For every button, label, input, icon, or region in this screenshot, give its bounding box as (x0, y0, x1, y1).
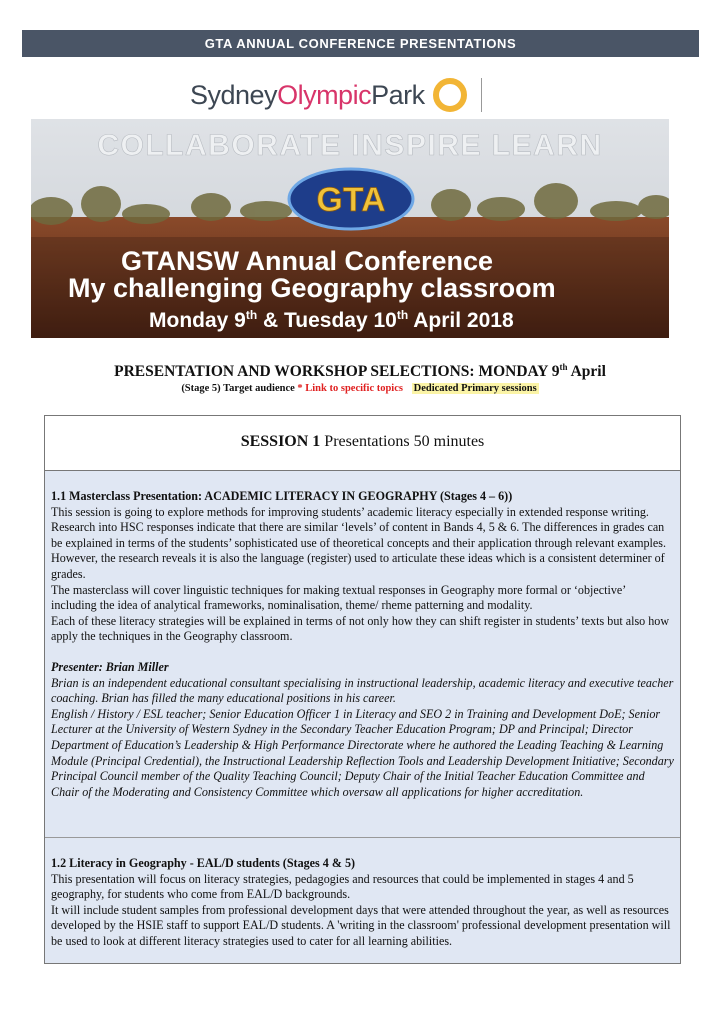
svg-text:GTA: GTA (316, 181, 386, 219)
conference-banner (31, 119, 669, 338)
legend-link: * Link to specific topics (297, 383, 403, 394)
banner-dates: Monday 9th & Tuesday 10th April 2018 (149, 308, 514, 332)
banner-tagline: COLLABORATE INSPIRE LEARN (97, 129, 603, 162)
session-item-1-1 (45, 471, 680, 838)
legend (0, 383, 720, 394)
item-paragraph: This session is going to explore methods for improving students’ academic literacy especially in extended response writing. (51, 504, 649, 519)
presenter-bio: Brian is an independent educational consultant specialising in instructional leadership, academic literacy and executive teacher coaching. Brian has filled the many educational positions in his career. (51, 675, 674, 706)
presenter-name: Presenter: Brian Miller (51, 659, 169, 674)
ring-icon (433, 78, 467, 112)
page-title: PRESENTATION AND WORKSHOP SELECTIONS: MONDAY 9th April (114, 362, 606, 381)
gta-badge (289, 169, 413, 229)
legend-target: (Stage 5) Target audience (181, 383, 295, 394)
session-table (44, 415, 681, 964)
item-paragraph: The masterclass will cover linguistic techniques for making textual responses in Geography more formal or ‘objective’ including the idea of analytical frameworks, nominalisation, theme/ rheme patterning and modality. (51, 582, 626, 613)
banner-line1: GTANSW Annual Conference (121, 246, 494, 276)
logo-text: SydneyOlympicPark (190, 80, 425, 110)
item-paragraph: It will include student samples from professional development days that were attended throughout the year, as well as resources developed by the HSIE staff to support EAL/D students. A 'writing in the classroom' professional development presentation will be used to look at different literacy strategies used to cater for all learning abilities. (51, 902, 671, 948)
presenter-bio: English / History / ESL teacher; Senior Education Officer 1 in Literacy and SEO 2 in Training and Development DoE; Senior Lecturer at the University of Western Sydney in the Secondary Teacher Education Program; DP and Principal; Director Department of Education’s Leadership & High Performance Directorate where he authored the Leading Teaching & Learning Module (Principal Credential), the Instructional Leadership Reflection Tools and Leadership Development Initiative; Secondary Principal Council member of the Quality Teaching Council; Deputy Chair of the Initial Teacher Education Committee and Chair of the Moderating and Consistency Committee which oversaw all applications for higher accreditation. (51, 706, 674, 799)
item-paragraph: Research into HSC responses indicate that there are similar ‘levels’ of content in Bands 4, 5 & 6. The differences in grades can be explained in terms of the students’ sophisticated use of theoretical concepts and their application through relevant examples. However, the research reveals it is also the language (register) used to articulate these ideas which is a consistent determiner of grades. (51, 520, 667, 581)
banner-line2: My challenging Geography classroom (68, 273, 556, 303)
item-paragraph: This presentation will focus on literacy strategies, pedagogies and resources that could be implemented in stages 4 and 5 geography, for students who come from EAL/D backgrounds. (51, 871, 634, 902)
logo-divider (481, 78, 482, 112)
item-title: 1.1 Masterclass Presentation: ACADEMIC LITERACY IN GEOGRAPHY (Stages 4 – 6)) (51, 489, 513, 503)
item-paragraph: Each of these literacy strategies will be explained in terms of not only how they can shift register in students’ texts but also how apply the techniques in the Geography classroom. (51, 613, 670, 644)
session-header: SESSION 1 Presentations 50 minutes (45, 416, 680, 471)
legend-primary: Dedicated Primary sessions (413, 383, 537, 394)
page-header: GTA ANNUAL CONFERENCE PRESENTATIONS (22, 30, 699, 57)
sydney-olympic-park-logo (190, 78, 482, 112)
item-title: 1.2 Literacy in Geography - EAL/D students (Stages 4 & 5) (51, 856, 356, 870)
session-item-1-2 (45, 838, 680, 963)
